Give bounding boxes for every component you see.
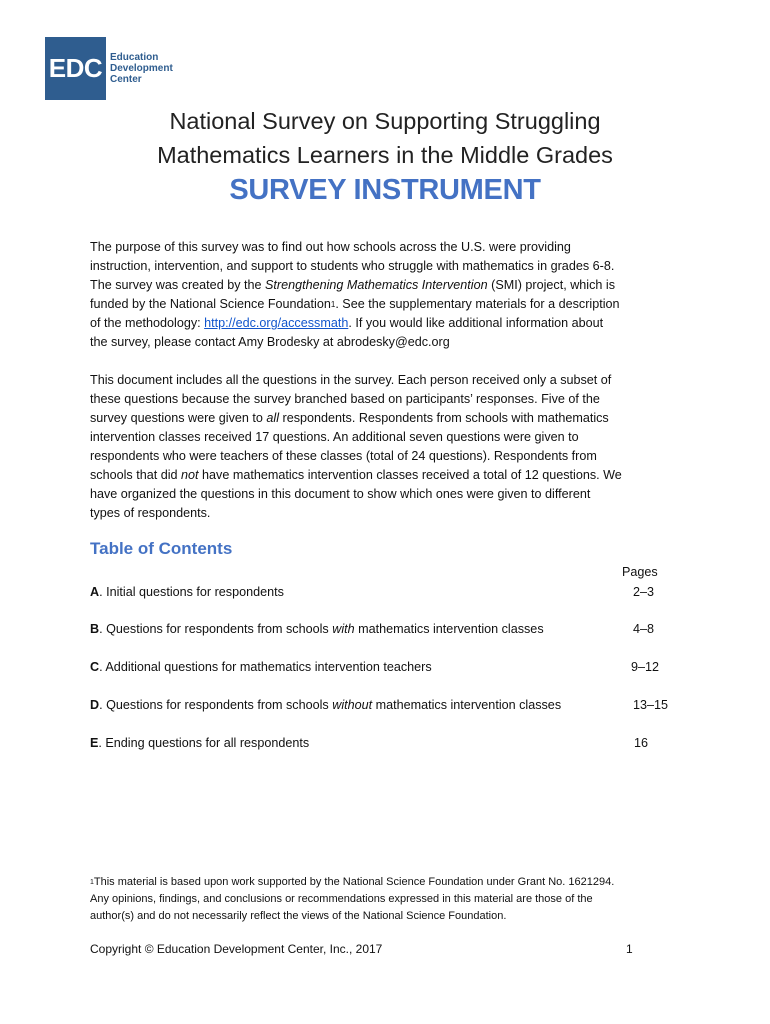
text-span: . Initial questions for respondents [99, 585, 284, 599]
logo-text [110, 52, 173, 85]
toc-item-label [90, 660, 432, 674]
scope-paragraph [90, 371, 690, 523]
text-span: . Ending questions for all respondents [98, 736, 310, 750]
toc-item-b[interactable] [90, 622, 690, 641]
toc-letter: B [90, 622, 100, 636]
text-line: This document includes all the questions in the survey. Each person received only a subset of [90, 373, 612, 387]
footnote-ref: 1 [330, 300, 336, 309]
toc-item-pages: 9–12 [631, 660, 660, 674]
text-span: This material is based upon work supported by the National Science Foundation under Grant No. 1621294. [93, 876, 615, 888]
toc-item-pages: 13–15 [633, 698, 669, 712]
toc-letter: D [90, 698, 100, 712]
text-span: survey questions were given to [90, 411, 267, 425]
text-span: The survey was created by the [90, 278, 265, 292]
text-line: the survey, please contact Amy Brodesky at abrodesky@edc.org [90, 335, 450, 349]
title-line-2: Mathematics Learners in the Middle Grades [157, 142, 613, 168]
text-line: The purpose of this survey was to find out how schools across the U.S. were providing [90, 240, 571, 254]
text-span: . If you would like additional information about [348, 316, 604, 330]
text-span: . Questions for respondents from schools [99, 622, 333, 636]
logo-line-3: Center [110, 74, 142, 85]
text-span: (SMI) project, which is [487, 278, 615, 292]
toc-item-label [90, 698, 561, 712]
text-line: intervention classes received 17 questions. An additional seven questions were given to [90, 430, 579, 444]
accessmath-link[interactable]: http://edc.org/accessmath [204, 316, 349, 330]
text-line [90, 874, 690, 891]
toc-letter: A [90, 585, 100, 599]
survey-instrument-heading: SURVEY INSTRUMENT [229, 174, 541, 206]
logo-mark: EDC [45, 37, 106, 100]
toc-item-pages: 2–3 [633, 585, 655, 599]
toc-item-pages: 4–8 [633, 622, 655, 636]
toc-letter: C [90, 660, 100, 674]
logo-line-2: Development [110, 63, 173, 74]
text-line: respondents who were teachers of these classes (total of 24 questions). Respondents from [90, 449, 597, 463]
text-line [90, 276, 690, 295]
text-span: schools that did [90, 468, 182, 482]
text-line: these questions because the survey branched based on participants’ responses. Five of the [90, 392, 600, 406]
toc-item-label [90, 585, 284, 599]
toc-pages-label: Pages [622, 565, 658, 579]
toc-item-label [90, 622, 544, 636]
text-line [90, 409, 690, 428]
text-span: of the methodology: [90, 316, 205, 330]
text-span: . See the supplementary materials for a description [335, 297, 620, 311]
text-line: instruction, intervention, and support to students who struggle with mathematics in grades 6-8. [90, 259, 615, 273]
edc-logo [45, 37, 173, 100]
footnote [90, 874, 690, 925]
text-span: funded by the National Science Foundation [90, 297, 331, 311]
document-title [0, 104, 770, 172]
toc-item-c[interactable] [90, 660, 690, 679]
text-line [90, 314, 690, 333]
toc-item-label [90, 736, 309, 750]
intro-paragraph [90, 238, 690, 352]
toc-item-e[interactable] [90, 736, 690, 755]
project-name: Strengthening Mathematics Intervention [265, 278, 488, 292]
text-span: have mathematics intervention classes received a total of 12 questions. We [198, 468, 622, 482]
emphasis: without [332, 698, 373, 712]
emphasis: not [181, 468, 199, 482]
text-span: respondents. Respondents from schools with mathematics [279, 411, 609, 425]
text-span: mathematics intervention classes [354, 622, 544, 636]
page-number: 1 [626, 942, 633, 956]
text-span: mathematics intervention classes [372, 698, 562, 712]
toc-item-d[interactable] [90, 698, 690, 717]
text-line: have organized the questions in this document to show which ones were given to different [90, 487, 591, 501]
text-span: . Additional questions for mathematics intervention teachers [99, 660, 432, 674]
emphasis: with [332, 622, 355, 636]
text-line [90, 295, 690, 314]
toc-letter: E [90, 736, 99, 750]
toc-item-a[interactable] [90, 585, 690, 604]
toc-item-pages: 16 [634, 736, 649, 750]
text-line: types of respondents. [90, 506, 211, 520]
copyright-notice: Copyright © Education Development Center, Inc., 2017 [90, 942, 383, 956]
toc-heading: Table of Contents [90, 539, 233, 558]
text-line: author(s) and do not necessarily reflect the views of the National Science Foundation. [90, 910, 507, 922]
emphasis: all [266, 411, 280, 425]
text-span: . Questions for respondents from schools [99, 698, 333, 712]
logo-line-1: Education [110, 52, 159, 63]
text-line [90, 466, 690, 485]
title-line-1: National Survey on Supporting Struggling [169, 108, 601, 134]
text-line: Any opinions, findings, and conclusions or recommendations expressed in this material are those of the [90, 893, 593, 905]
footnote-mark: 1 [90, 879, 94, 886]
